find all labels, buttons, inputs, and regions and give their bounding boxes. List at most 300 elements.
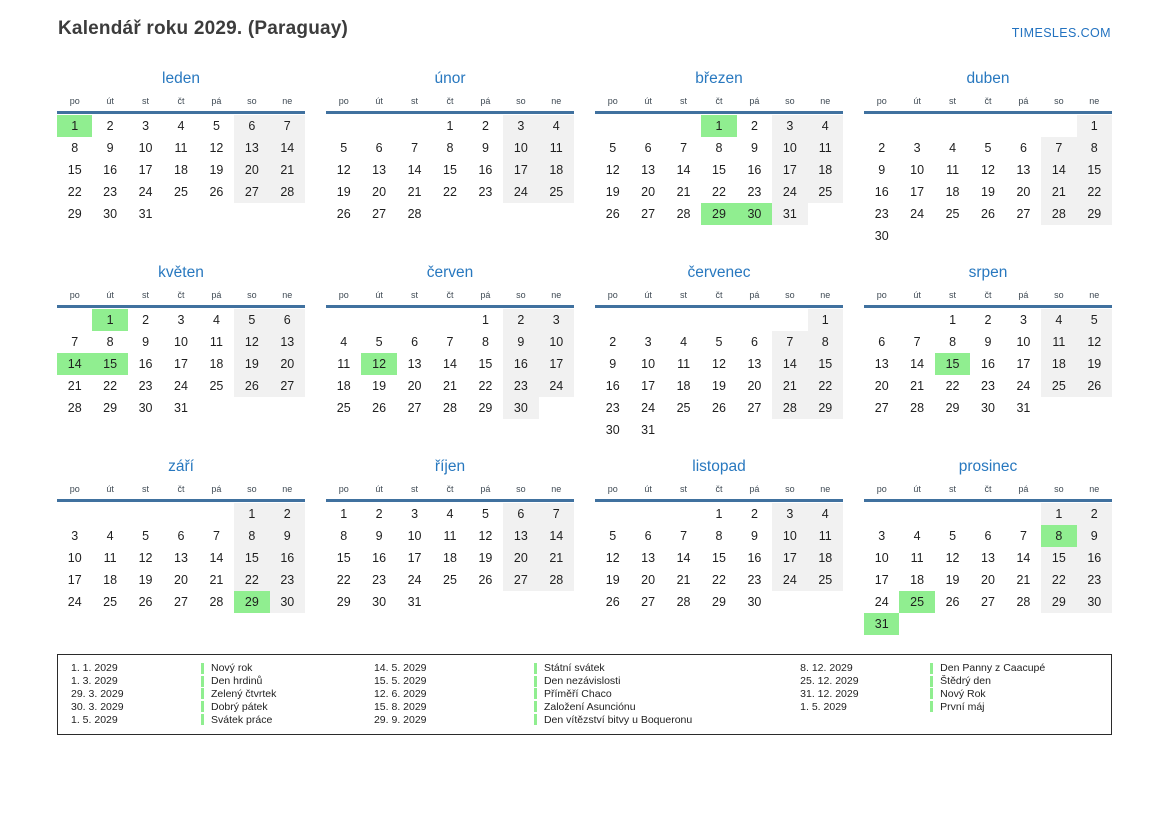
day-cell: 5 <box>609 529 617 543</box>
day-cell: 17 <box>407 551 422 565</box>
weekday-label: st <box>949 484 957 494</box>
weekday-label: čt <box>446 96 454 106</box>
holiday-marker-icon <box>930 663 933 674</box>
day-cell: 11 <box>677 357 691 371</box>
month-březen <box>595 70 843 250</box>
day-cell: 9 <box>609 357 617 371</box>
day-cell: 4 <box>808 503 843 525</box>
day-cell: 7 <box>772 331 807 353</box>
day-cell: 28 <box>772 397 807 419</box>
day-cell: 4 <box>1041 309 1076 331</box>
legend-group <box>71 662 369 726</box>
day-cell: 24 <box>874 595 889 609</box>
day-cell: 25 <box>808 181 843 203</box>
day-cell: 31 <box>1016 401 1031 415</box>
holiday-name: Den Panny z Caacupé <box>940 662 1046 675</box>
day-cell: 4 <box>212 313 220 327</box>
day-cell: 11 <box>443 529 457 543</box>
holiday-row <box>71 675 369 688</box>
site-link[interactable]: TIMESLES.COM <box>1011 26 1111 40</box>
day-cell: 20 <box>270 353 305 375</box>
day-cell: 19 <box>234 353 269 375</box>
day-cell: 22 <box>945 379 960 393</box>
day-cell: 17 <box>910 185 925 199</box>
day-cell: 16 <box>747 551 762 565</box>
day-cell: 9 <box>1077 525 1112 547</box>
weekday-label: po <box>69 290 80 300</box>
day-cell: 18 <box>910 573 925 587</box>
day-cell: 4 <box>949 141 957 155</box>
weekday-label: pá <box>749 484 760 494</box>
day-cell: 11 <box>103 551 117 565</box>
weekday-label: so <box>785 96 795 106</box>
weekday-label: po <box>607 290 618 300</box>
day-cell: 6 <box>750 335 758 349</box>
holiday-name: Den vítězství bitvy u Boqueronu <box>543 713 693 726</box>
page-header <box>0 0 1169 40</box>
day-cell: 10 <box>539 331 574 353</box>
day-cell: 1 <box>234 503 269 525</box>
day-cell: 30 <box>1077 591 1112 613</box>
day-cell: 4 <box>340 335 348 349</box>
day-cell: 3 <box>1019 313 1027 327</box>
day-cell: 9 <box>503 331 538 353</box>
month-header-divider <box>57 499 305 502</box>
day-cell: 6 <box>270 309 305 331</box>
month-header-divider <box>326 499 574 502</box>
day-cell: 9 <box>878 163 886 177</box>
weekday-label: so <box>785 290 795 300</box>
weekday-label: st <box>411 96 419 106</box>
day-cell: 12 <box>605 163 620 177</box>
empty-cell <box>899 503 934 525</box>
day-cell: 29 <box>945 401 960 415</box>
day-cell: 26 <box>372 401 387 415</box>
empty-cell <box>864 503 899 525</box>
day-cell: 20 <box>174 573 188 587</box>
weekday-label: čt <box>177 484 185 494</box>
day-cell: 27 <box>503 569 538 591</box>
day-cell: 6 <box>177 529 185 543</box>
holiday-name: Štědrý den <box>940 675 991 688</box>
day-cell: 12 <box>945 551 960 565</box>
day-cell: 27 <box>874 401 889 415</box>
day-cell: 15 <box>1041 547 1076 569</box>
day-cell: 6 <box>644 529 652 543</box>
day-cell: 4 <box>106 529 114 543</box>
day-cell: 23 <box>372 573 387 587</box>
weekday-label: so <box>1054 96 1064 106</box>
day-cell: 28 <box>676 595 691 609</box>
day-cell: 5 <box>340 141 348 155</box>
day-cell: 8 <box>715 529 723 543</box>
holiday-name: Zelený čtvrtek <box>211 687 277 700</box>
day-cell: 10 <box>641 357 656 371</box>
day-cell: 15 <box>935 353 970 375</box>
weekday-label: st <box>142 290 150 300</box>
month-day-grid <box>326 95 574 225</box>
day-cell: 24 <box>772 181 807 203</box>
day-cell: 2 <box>270 503 305 525</box>
day-cell: 28 <box>407 207 422 221</box>
weekday-label: út <box>375 484 383 494</box>
day-cell: 22 <box>478 379 493 393</box>
day-cell: 12 <box>138 551 153 565</box>
day-cell: 1 <box>340 507 348 521</box>
day-cell: 22 <box>1041 569 1076 591</box>
day-cell: 23 <box>503 375 538 397</box>
weekday-label: ne <box>282 290 293 300</box>
day-cell: 22 <box>103 379 118 393</box>
day-cell: 29 <box>1077 203 1112 225</box>
holiday-date: 31. 12. 2029 <box>800 687 859 700</box>
empty-cell <box>666 309 701 331</box>
holiday-date: 14. 5. 2029 <box>373 662 427 675</box>
day-cell: 29 <box>234 591 269 613</box>
day-cell: 29 <box>1041 591 1076 613</box>
weekday-label: čt <box>177 96 185 106</box>
day-cell: 28 <box>1016 595 1031 609</box>
day-cell: 19 <box>478 551 493 565</box>
month-září <box>57 458 305 638</box>
weekday-label: so <box>785 484 795 494</box>
day-cell: 13 <box>747 357 762 371</box>
empty-cell <box>397 115 432 137</box>
weekday-label: čt <box>715 290 723 300</box>
weekday-label: po <box>338 484 349 494</box>
day-cell: 13 <box>407 357 422 371</box>
holiday-marker-icon <box>201 714 204 725</box>
day-cell: 4 <box>177 119 185 133</box>
day-cell: 8 <box>446 141 454 155</box>
holiday-marker-icon <box>534 676 537 687</box>
day-cell: 18 <box>676 379 691 393</box>
day-cell: 19 <box>1077 353 1112 375</box>
day-cell: 25 <box>899 591 934 613</box>
day-cell: 20 <box>407 379 422 393</box>
empty-cell <box>630 115 665 137</box>
day-cell: 6 <box>878 335 886 349</box>
month-day-grid <box>595 289 843 441</box>
day-cell: 16 <box>372 551 387 565</box>
weekday-label: út <box>644 484 652 494</box>
day-cell: 6 <box>1019 141 1027 155</box>
day-cell: 18 <box>1041 353 1076 375</box>
day-cell: 5 <box>949 529 957 543</box>
weekday-label: st <box>680 484 688 494</box>
day-cell: 5 <box>715 335 723 349</box>
day-cell: 21 <box>1016 573 1031 587</box>
day-cell: 26 <box>712 401 726 415</box>
day-cell: 12 <box>605 551 620 565</box>
day-cell: 16 <box>103 163 118 177</box>
weekday-label: čt <box>446 484 454 494</box>
day-cell: 10 <box>772 525 807 547</box>
day-cell: 1 <box>92 309 127 331</box>
day-cell: 14 <box>539 525 574 547</box>
month-header-divider <box>864 305 1112 308</box>
weekday-label: so <box>247 290 257 300</box>
weekday-label: pá <box>1018 290 1029 300</box>
weekday-label: pá <box>1018 484 1029 494</box>
holiday-name: Dobrý pátek <box>211 700 268 713</box>
day-cell: 29 <box>336 595 351 609</box>
holiday-marker-icon <box>534 688 537 699</box>
weekday-label: po <box>338 290 349 300</box>
empty-cell <box>701 309 736 331</box>
day-cell: 25 <box>1041 375 1076 397</box>
day-cell: 10 <box>1016 335 1031 349</box>
day-cell: 24 <box>138 185 153 199</box>
holiday-date: 1. 5. 2029 <box>71 713 118 726</box>
holiday-date: 29. 9. 2029 <box>373 713 427 726</box>
day-cell: 21 <box>910 379 925 393</box>
day-cell: 26 <box>478 573 493 587</box>
weekday-label: so <box>1054 290 1064 300</box>
month-header-divider <box>595 111 843 114</box>
day-cell: 13 <box>503 525 538 547</box>
day-cell: 9 <box>750 529 758 543</box>
day-cell: 1 <box>446 119 454 133</box>
day-cell: 2 <box>750 507 758 521</box>
day-cell: 25 <box>103 595 118 609</box>
weekday-label: pá <box>1018 96 1029 106</box>
weekday-label: st <box>680 96 688 106</box>
day-cell: 30 <box>103 207 118 221</box>
weekday-label: po <box>338 96 349 106</box>
day-cell: 4 <box>446 507 454 521</box>
weekday-label: st <box>411 290 419 300</box>
weekday-label: so <box>247 96 257 106</box>
day-cell: 2 <box>878 141 886 155</box>
day-cell: 20 <box>874 379 889 393</box>
day-cell: 15 <box>443 163 457 177</box>
weekday-label: po <box>607 484 618 494</box>
day-cell: 26 <box>981 207 995 221</box>
day-cell: 30 <box>503 397 538 419</box>
day-cell: 28 <box>1041 203 1076 225</box>
page-title: Kalendář roku 2029. (Paraguay) <box>58 18 349 39</box>
day-cell: 2 <box>1077 503 1112 525</box>
day-cell: 21 <box>209 573 224 587</box>
day-cell: 23 <box>478 185 493 199</box>
day-cell: 9 <box>142 335 150 349</box>
holiday-date: 1. 5. 2029 <box>800 700 847 713</box>
day-cell: 27 <box>1016 207 1031 221</box>
day-cell: 15 <box>1077 159 1112 181</box>
day-cell: 14 <box>407 163 422 177</box>
month-prosinec <box>864 458 1112 638</box>
weekday-label: po <box>876 96 887 106</box>
day-cell: 13 <box>270 331 305 353</box>
empty-cell <box>326 309 361 331</box>
day-cell: 6 <box>984 529 992 543</box>
weekday-label: út <box>375 96 383 106</box>
holiday-name: Založení Asunciónu <box>543 700 636 713</box>
day-cell: 5 <box>1077 309 1112 331</box>
month-title: prosinec <box>958 458 1018 475</box>
empty-cell <box>970 503 1005 525</box>
day-cell: 2 <box>481 119 489 133</box>
day-cell: 4 <box>808 115 843 137</box>
day-cell: 8 <box>71 141 79 155</box>
weekday-label: čt <box>715 96 723 106</box>
empty-cell <box>595 503 630 525</box>
day-cell: 2 <box>503 309 538 331</box>
day-cell: 10 <box>910 163 925 177</box>
month-header-divider <box>326 111 574 114</box>
holiday-legend <box>57 654 1112 735</box>
month-day-grid <box>864 95 1112 247</box>
day-cell: 31 <box>174 401 188 415</box>
day-cell: 1 <box>481 313 489 327</box>
empty-cell <box>864 309 899 331</box>
holiday-marker-icon <box>534 714 537 725</box>
month-title: duben <box>966 70 1010 87</box>
day-cell: 14 <box>910 357 925 371</box>
empty-cell <box>935 115 970 137</box>
weekday-label: čt <box>177 290 185 300</box>
month-title: březen <box>695 70 743 87</box>
day-cell: 22 <box>234 569 269 591</box>
empty-cell <box>666 503 701 525</box>
holiday-row <box>71 700 369 713</box>
month-únor <box>326 70 574 250</box>
day-cell: 22 <box>712 185 726 199</box>
weekday-label: po <box>876 290 887 300</box>
holiday-row <box>800 688 1098 701</box>
day-cell: 29 <box>103 401 118 415</box>
day-cell: 10 <box>407 529 422 543</box>
day-cell: 29 <box>701 203 736 225</box>
day-cell: 12 <box>361 353 396 375</box>
month-listopad <box>595 458 843 638</box>
day-cell: 23 <box>138 379 153 393</box>
month-day-grid <box>864 289 1112 419</box>
legend-group <box>374 662 795 726</box>
day-cell: 4 <box>913 529 921 543</box>
day-cell: 29 <box>478 401 493 415</box>
empty-cell <box>595 309 630 331</box>
empty-cell <box>595 115 630 137</box>
day-cell: 22 <box>336 573 351 587</box>
day-cell: 26 <box>336 207 351 221</box>
day-cell: 3 <box>177 313 185 327</box>
month-duben <box>864 70 1112 250</box>
day-cell: 2 <box>106 119 114 133</box>
day-cell: 3 <box>539 309 574 331</box>
day-cell: 30 <box>372 595 387 609</box>
day-cell: 12 <box>981 163 995 177</box>
day-cell: 8 <box>1041 525 1076 547</box>
weekday-label: so <box>516 96 526 106</box>
weekday-label: st <box>142 96 150 106</box>
weekday-label: út <box>106 290 114 300</box>
day-cell: 17 <box>138 163 153 177</box>
day-cell: 5 <box>481 507 489 521</box>
day-cell: 24 <box>67 595 82 609</box>
empty-cell <box>397 309 432 331</box>
weekday-label: čt <box>984 96 992 106</box>
day-cell: 13 <box>234 137 269 159</box>
empty-cell <box>199 503 234 525</box>
day-cell: 7 <box>270 115 305 137</box>
day-cell: 13 <box>174 551 188 565</box>
weekday-label: so <box>1054 484 1064 494</box>
day-cell: 24 <box>1016 379 1031 393</box>
weekday-label: út <box>375 290 383 300</box>
weekday-label: pá <box>480 484 491 494</box>
day-cell: 16 <box>981 357 995 371</box>
empty-cell <box>361 309 396 331</box>
day-cell: 31 <box>138 207 153 221</box>
weekday-label: st <box>680 290 688 300</box>
holiday-row <box>374 675 795 688</box>
day-cell: 11 <box>1041 331 1076 353</box>
day-cell: 6 <box>234 115 269 137</box>
day-cell: 24 <box>539 375 574 397</box>
day-cell: 19 <box>605 573 620 587</box>
day-cell: 31 <box>864 613 899 635</box>
weekday-label: pá <box>211 484 222 494</box>
holiday-name: Státní svátek <box>543 662 605 675</box>
empty-cell <box>128 503 163 525</box>
day-cell: 20 <box>372 185 387 199</box>
day-cell: 7 <box>212 529 220 543</box>
day-cell: 27 <box>747 401 762 415</box>
day-cell: 15 <box>712 551 726 565</box>
day-cell: 21 <box>443 379 457 393</box>
holiday-row <box>71 662 369 675</box>
day-cell: 19 <box>712 379 726 393</box>
day-cell: 18 <box>336 379 351 393</box>
month-day-grid <box>57 483 305 613</box>
day-cell: 20 <box>981 573 995 587</box>
day-cell: 2 <box>609 335 617 349</box>
day-cell: 8 <box>715 141 723 155</box>
day-cell: 19 <box>209 163 224 177</box>
day-cell: 28 <box>209 595 224 609</box>
day-cell: 1 <box>949 313 957 327</box>
month-day-grid <box>57 289 305 419</box>
day-cell: 3 <box>772 115 807 137</box>
holiday-date: 30. 3. 2029 <box>71 700 124 713</box>
holiday-row <box>374 662 795 675</box>
day-cell: 16 <box>503 353 538 375</box>
day-cell: 15 <box>712 163 726 177</box>
holiday-marker-icon <box>930 701 933 712</box>
day-cell: 18 <box>103 573 118 587</box>
day-cell: 1 <box>1077 115 1112 137</box>
day-cell: 13 <box>981 551 995 565</box>
day-cell: 2 <box>984 313 992 327</box>
day-cell: 11 <box>910 551 924 565</box>
holiday-name: Nový Rok <box>940 687 986 700</box>
weekday-label: ne <box>551 96 562 106</box>
day-cell: 27 <box>981 595 995 609</box>
day-cell: 28 <box>676 207 691 221</box>
day-cell: 11 <box>808 137 843 159</box>
day-cell: 17 <box>772 547 807 569</box>
day-cell: 28 <box>443 401 457 415</box>
day-cell: 22 <box>1077 181 1112 203</box>
day-cell: 29 <box>67 207 82 221</box>
day-cell: 24 <box>641 401 656 415</box>
day-cell: 28 <box>539 569 574 591</box>
weekday-label: čt <box>446 290 454 300</box>
holiday-marker-icon <box>201 701 204 712</box>
empty-cell <box>630 309 665 331</box>
